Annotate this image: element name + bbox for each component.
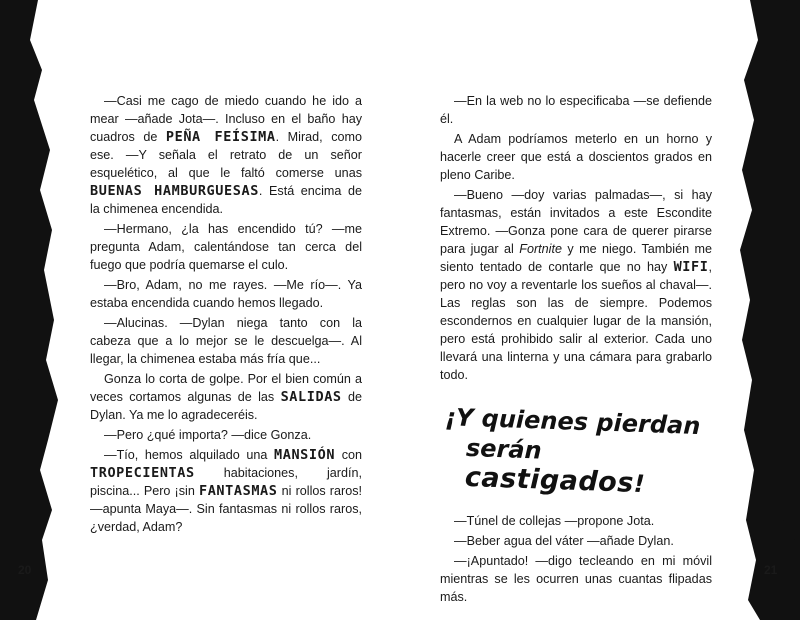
emphasis-word: BUENAS HAMBURGUESAS	[90, 183, 259, 199]
text-run: A Adam podríamos meterlo en un horno y hacerle creer que está a doscientos grados en pleno Caribe.	[440, 132, 712, 182]
text-run: —Hermano, ¿la has encendido tú? —me pregunta Adam, calentándose tan cerca del fuego que podría quemarse el culo.	[90, 222, 362, 272]
shout-line-1: ¡Y quienes pierdan	[444, 403, 701, 441]
paragraph	[440, 552, 712, 606]
paragraph	[90, 220, 362, 274]
shout-line-2-prefix: serán	[465, 433, 543, 465]
text-run: —Bro, Adam, no me rayes. —Me río—. Ya estaba encendida cuando hemos llegado.	[90, 278, 362, 310]
text-run: —¡Apuntado! —digo tecleando en mi móvil mientras se les ocurren unas cuantas flipadas más.	[440, 554, 712, 604]
paragraph	[440, 92, 712, 128]
text-run: —Pero ¿qué importa? —dice Gonza.	[104, 428, 312, 442]
cracked-border-left	[0, 0, 60, 620]
text-run: Gonza lo corta de golpe. Por el bien común a veces cortamos algunas de las	[90, 372, 362, 404]
text-run: —Bueno —doy varias palmadas—, si hay fantasmas, están invitados a este Escondite Extremo. —Gonza pone cara de querer pirarse para jugar al	[440, 188, 712, 256]
emphasis-word: MANSIÓN	[273, 447, 336, 463]
text-run: —Casi me cago de miedo cuando he ido a mear —añade Jota—. Incluso en el baño hay cuadros de	[90, 94, 362, 144]
emphasis-word: FANTASMAS	[198, 483, 278, 499]
page-number-left: 20	[18, 563, 32, 577]
cracked-border-right	[740, 0, 800, 620]
emphasis-word: TROPECIENTAS	[90, 465, 195, 481]
shout-heading	[438, 402, 713, 501]
text-run: con	[335, 448, 362, 462]
emphasis-word: SALIDAS	[280, 389, 342, 405]
text-run: habitaciones, jardín, piscina... Pero ¡sin	[90, 466, 362, 498]
paragraph	[90, 314, 362, 368]
text-run: —Tío, hemos alquilado una	[104, 448, 274, 462]
paragraph	[440, 186, 712, 384]
emphasis-word: PEÑA FEÍSIMA	[165, 129, 276, 145]
paragraph	[90, 92, 362, 218]
text-run: y me niego. También me siento tentado de contarle que no hay	[440, 242, 713, 274]
page-number-right: 21	[764, 563, 778, 577]
text-run: —En la web no lo especificaba —se defiende él.	[440, 94, 712, 126]
text-run: ni rollos raros! —apunta Maya—. Sin fantasmas ni rollos raros, ¿verdad, Adam?	[90, 484, 362, 534]
paragraph	[440, 512, 712, 530]
text-run: . Mirad, como ese. —Y señala el retrato de un señor esquelético, al que le faltó comerse unas	[90, 130, 362, 180]
paragraph	[90, 426, 362, 444]
right-page-text	[440, 92, 712, 606]
paragraph	[90, 446, 362, 536]
left-page-text	[90, 92, 362, 536]
shout-line-2	[438, 432, 712, 501]
text-run: . Está encima de la chimenea encendida.	[90, 184, 362, 216]
shout-line-2-suffix: !	[633, 469, 646, 499]
text-run: de Dylan. Ya me lo agradeceréis.	[90, 390, 362, 422]
paragraph	[440, 532, 712, 550]
paragraph	[440, 130, 712, 184]
paragraph	[90, 276, 362, 312]
shout-big-word: castigados	[464, 461, 635, 499]
italic-word: Fortnite	[519, 242, 562, 256]
text-run: —Beber agua del váter —añade Dylan.	[454, 534, 674, 548]
emphasis-word: WIFI	[673, 259, 709, 275]
paragraph	[90, 370, 362, 424]
text-run: —Alucinas. —Dylan niega tanto con la cabeza que a lo mejor se le descuelga—. Al llegar, la chimenea estaba más fría que...	[90, 316, 362, 366]
text-run: —Túnel de collejas —propone Jota.	[454, 514, 655, 528]
text-run: , pero no voy a reventarle los sueños al chaval—. Las reglas son las de siempre. Podemos escondernos en cualquier lugar de la mansión, pero está prohibido salir al exterior. Cada uno llevará una linterna y una cámara para grabarlo todo.	[440, 260, 712, 382]
